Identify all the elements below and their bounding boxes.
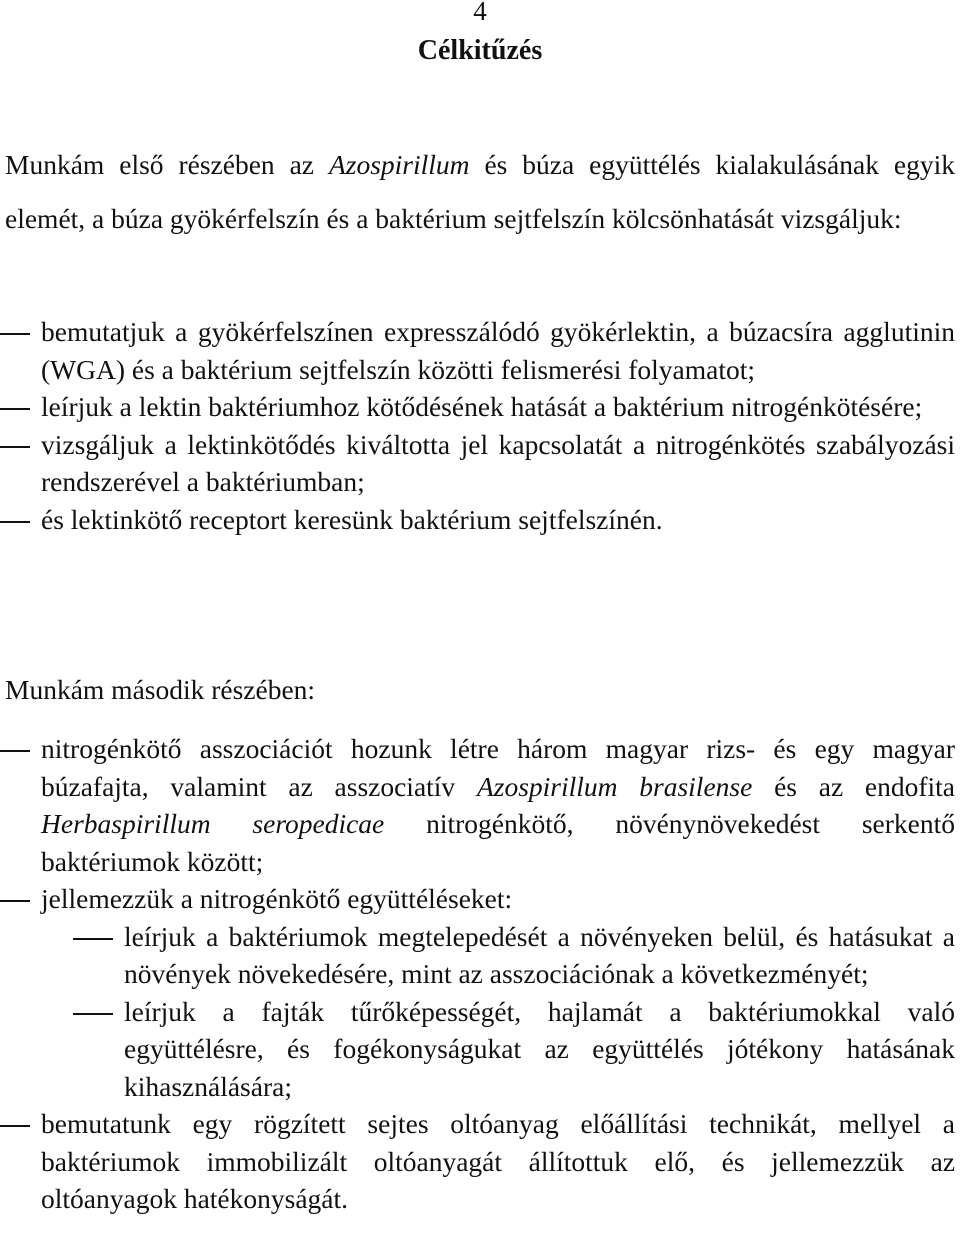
first-part-list <box>0 313 955 538</box>
list-item <box>0 501 955 539</box>
list-item-text: és lektinkötő receptort keresünk baktérium sejtfelszínén. <box>41 503 663 535</box>
dash-bullet <box>0 408 30 410</box>
sublist-item <box>0 993 955 1106</box>
dash-bullet <box>73 1013 113 1015</box>
list-item-text: bemutatunk egy rögzített sejtes oltóanyag előállítási technikát, mellyel a baktériumok immobilizált oltóanyagát állítottuk elő, és jellemezzük az oltóanyagok hatékonyságát. <box>41 1108 955 1214</box>
list-item-text: vizsgáljuk a lektinkötődés kiváltotta jel kapcsolatát a nitrogénkötés szabályozási rendszerével a baktériumban; <box>41 428 955 497</box>
second-part-heading: Munkám második részében: <box>5 674 316 705</box>
list-item <box>0 388 955 426</box>
list-item <box>0 730 955 880</box>
list-item <box>0 880 955 918</box>
dash-bullet <box>0 446 30 448</box>
section-title: Célkitűzés <box>417 35 543 66</box>
intro-text-after: és búza együttélés kialakulásának egyik elemét, a búza gyökérfelszín és a baktérium sejtfelszín kölcsönhatását vizsgáljuk: <box>5 149 955 234</box>
italic-species-herbaspirillum: Herbaspirillum seropedicae <box>41 808 385 839</box>
list-item-text: nitrogénkötő, növénynövekedést serkentő baktériumok között; <box>41 808 955 877</box>
second-part-list <box>0 730 955 1218</box>
sublist-item-text: leírjuk a fajták tűrőképességét, hajlamát a baktériumokkal való együttélésre, és fogékonyságukat az együttélés jótékony hatásának kihasználására; <box>124 995 955 1102</box>
list-item <box>0 313 955 388</box>
dash-bullet <box>0 1125 30 1127</box>
dash-bullet <box>0 900 30 902</box>
list-item-text: nitrogénkötő asszociációt hozunk létre három magyar rizs- és egy magyar búzafajta, valamint az asszociatív <box>41 733 955 802</box>
dash-bullet <box>0 521 30 523</box>
sublist-item <box>0 918 955 993</box>
dash-bullet <box>0 750 30 752</box>
sublist-item-text: leírjuk a baktériumok megtelepedését a növényeken belül, és hatásukat a növények növekedésére, mint az asszociációnak a következményét; <box>124 920 955 989</box>
sublist-container <box>0 918 955 1106</box>
dash-bullet <box>0 333 30 335</box>
intro-paragraph <box>5 138 955 246</box>
list-item-text: jellemezzük a nitrogénkötő együttéléseket: <box>41 883 513 914</box>
sublist <box>0 918 955 1106</box>
dash-bullet <box>73 938 113 940</box>
list-item-text: és az endofita <box>752 770 956 802</box>
page-number: 4 <box>473 0 487 26</box>
list-item <box>0 426 955 501</box>
intro-italic-genus: Azospirillum <box>328 149 470 180</box>
intro-text-before: Munkám első részében az <box>5 149 329 180</box>
list-item-text: bemutatjuk a gyökérfelszínen expresszálódó gyökérlektin, a búzacsíra agglutinin (WGA) és a baktérium sejtfelszín közötti felismerési folyamatot; <box>41 316 955 385</box>
list-item <box>0 1105 955 1218</box>
italic-species-azospirillum: Azospirillum brasilense <box>476 770 753 802</box>
list-item-text: leírjuk a lektin baktériumhoz kötődésének hatását a baktérium nitrogénkötésére; <box>41 391 923 422</box>
